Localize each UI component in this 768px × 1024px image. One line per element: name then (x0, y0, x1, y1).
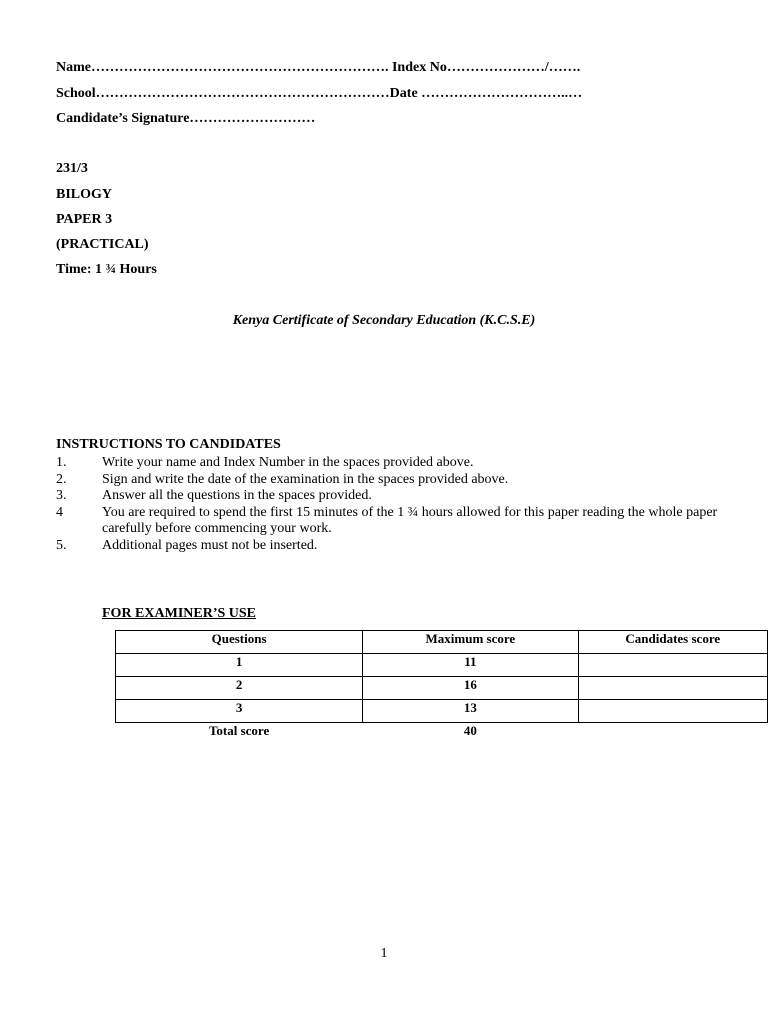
examiner-use-heading: FOR EXAMINER’S USE (102, 606, 257, 621)
column-header-max-score: Maximum score (363, 631, 578, 654)
instructions-heading: INSTRUCTIONS TO CANDIDATES (56, 437, 281, 452)
question-number-cell: 2 (116, 677, 363, 700)
instruction-item (56, 488, 736, 505)
total-score-label: Total score (208, 723, 270, 738)
total-row (116, 723, 768, 746)
subject-name: BILOGY (56, 187, 113, 202)
paper-type: (PRACTICAL) (56, 237, 149, 252)
max-score-cell: 11 (363, 654, 578, 677)
question-number-cell: 1 (116, 654, 363, 677)
max-score-cell: 13 (363, 700, 578, 723)
column-header-candidate-score: Candidates score (578, 631, 767, 654)
instruction-item (56, 472, 736, 489)
instruction-item (56, 455, 736, 472)
time-allowed: Time: 1 ¾ Hours (56, 262, 157, 277)
instruction-text: Answer all the questions in the spaces provided. (102, 488, 372, 503)
instruction-item (56, 538, 736, 555)
instruction-number: 3. (56, 488, 67, 503)
instruction-text: You are required to spend the first 15 minutes of the 1 ¾ hours allowed for this paper reading the whole paper carefully before commencing your work. (102, 504, 718, 536)
total-candidate-score (578, 723, 767, 746)
instructions-list (56, 455, 736, 554)
paper-number: PAPER 3 (56, 212, 113, 227)
table-header-row (116, 631, 768, 654)
total-max-score: 40 (463, 723, 477, 738)
column-header-questions: Questions (116, 631, 363, 654)
table-row (116, 700, 768, 723)
instruction-item (56, 505, 736, 538)
name-index-line: Name………………………………………………………. Index No…………………/……. (56, 60, 581, 75)
instruction-number: 2. (56, 471, 67, 487)
table-row (116, 677, 768, 700)
school-date-line: School………………………………………………………Date …………………………..… (56, 86, 583, 101)
instruction-number: 1. (56, 455, 67, 470)
max-score-cell: 16 (363, 677, 578, 700)
instruction-text: Write your name and Index Number in the spaces provided above. (102, 455, 474, 470)
instruction-number: 4 (56, 504, 63, 520)
score-table (115, 630, 768, 745)
instruction-text: Sign and write the date of the examination in the spaces provided above. (102, 471, 509, 487)
paper-code: 231/3 (56, 161, 88, 176)
candidate-score-cell[interactable] (578, 654, 767, 677)
page-number: 1 (380, 946, 388, 961)
instruction-number: 5. (56, 537, 67, 553)
instruction-text: Additional pages must not be inserted. (102, 537, 318, 553)
signature-line: Candidate’s Signature……………………… (56, 111, 316, 126)
candidate-score-cell[interactable] (578, 677, 767, 700)
table-row (116, 654, 768, 677)
question-number-cell: 3 (116, 700, 363, 723)
exam-title: Kenya Certificate of Secondary Education (K.C.S.E) (232, 313, 536, 328)
candidate-score-cell[interactable] (578, 700, 767, 723)
